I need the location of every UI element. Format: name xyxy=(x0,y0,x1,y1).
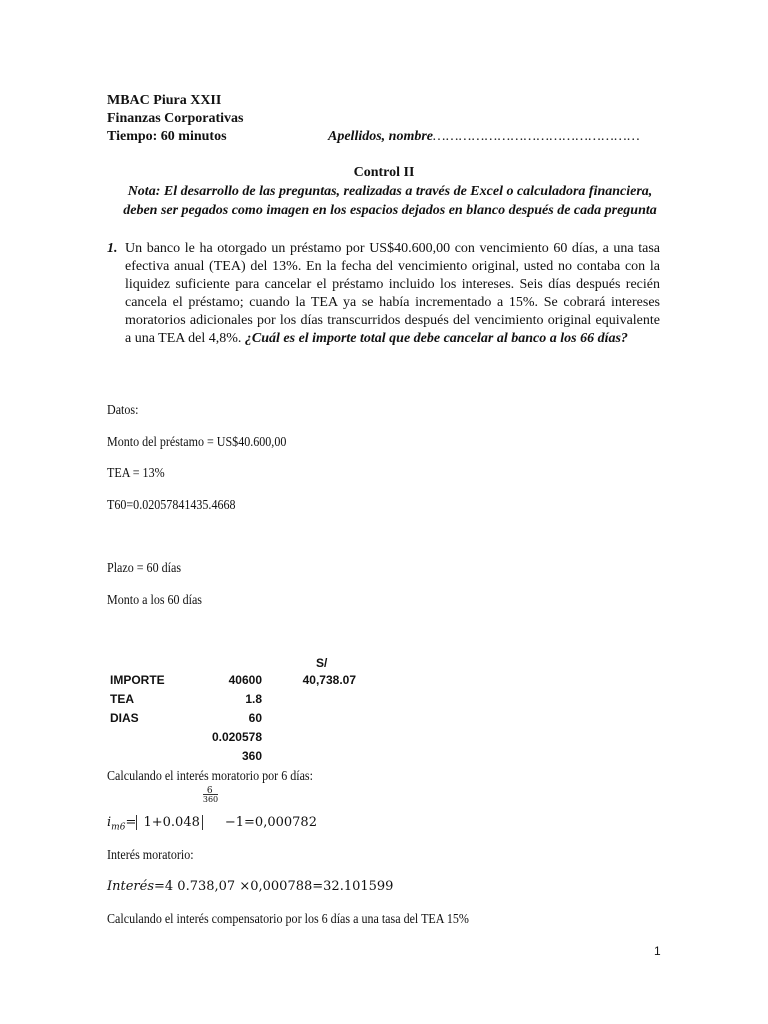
row-result xyxy=(264,747,358,766)
row-label: TEA xyxy=(110,691,134,706)
name-label: Apellidos, nombre xyxy=(328,129,434,144)
table-row xyxy=(108,747,358,766)
interest-formula xyxy=(107,879,393,896)
question-body: Un banco le ha otorgado un préstamo por US$40.600,00 con vencimiento 60 días, a una tasa efectiva anual (TEA) del 13%. En la fecha del vencimiento original, usted no contaba con la liquidez suficiente para cancelar el préstamo incluido los intereses. Seis días después recién cancela el préstamo; cuando la TEA ya se había incrementado a 15%. Se cobrará intereses moratorios adicionales por los días transcurridos después del vencimiento original equivalente a una TEA del 4,8%. xyxy=(125,241,660,346)
formula-exponent: 6 360 xyxy=(202,786,219,804)
formula-subscript: m6 xyxy=(111,822,126,833)
question-number: 1. xyxy=(107,241,118,256)
table-row xyxy=(108,671,358,690)
row-result xyxy=(264,690,358,709)
row-value: 60 xyxy=(248,710,262,725)
student-name-field xyxy=(328,128,640,146)
row-result: 40,738.07 xyxy=(302,672,356,687)
datos-label: Datos: xyxy=(107,403,139,418)
loan-amount: Monto del préstamo = US$40.600,00 xyxy=(107,435,287,450)
excel-currency-header: S/ xyxy=(316,656,328,670)
tea-value: TEA = 13% xyxy=(107,466,165,481)
formula-i: i xyxy=(107,815,112,830)
name-dots: ………………………………………… xyxy=(433,129,641,144)
amount-60-days: Monto a los 60 días xyxy=(107,593,202,608)
compensatory-heading: Calculando el interés compensatorio por los 6 días a una tasa del TEA 15% xyxy=(107,912,469,927)
row-value: 0.020578 xyxy=(211,729,262,744)
term-value: Plazo = 60 días xyxy=(107,561,182,576)
question-text xyxy=(125,240,660,348)
t60-value: T60=0.02057841435.4668 xyxy=(107,498,236,513)
course-name: Finanzas Corporativas xyxy=(107,111,244,126)
formula-base: 1+0.048 xyxy=(136,815,203,830)
page-number: 1 xyxy=(654,944,661,958)
row-label: DIAS xyxy=(110,710,139,725)
note-line-1: Nota: El desarrollo de las preguntas, realizadas a través de Excel o calculadora financiera, xyxy=(127,184,653,199)
table-row xyxy=(108,690,358,709)
page-title: Control II xyxy=(353,165,415,180)
interest-rhs: =4 0.738,07 ×0,000788=32.101599 xyxy=(154,879,394,894)
question-prompt: ¿Cuál es el importe total que debe cancelar al banco a los 66 días? xyxy=(244,331,628,346)
row-result xyxy=(264,709,358,728)
row-value: 40600 xyxy=(228,672,262,687)
exam-time: Tiempo: 60 minutos xyxy=(107,129,227,144)
row-label xyxy=(108,728,190,747)
row-value: 1.8 xyxy=(245,691,262,706)
moratorium-heading: Calculando el interés moratorio por 6 días: xyxy=(107,769,313,784)
table-row xyxy=(108,709,358,728)
row-label: IMPORTE xyxy=(110,672,165,687)
table-row xyxy=(108,728,358,747)
program-name: MBAC Piura XXII xyxy=(107,93,222,108)
row-label xyxy=(108,747,190,766)
excel-table xyxy=(108,671,358,766)
interest-lhs: Interés xyxy=(107,879,155,894)
note-line-2: deben ser pegados como imagen en los espacios dejados en blanco después de cada pregunta xyxy=(123,203,657,218)
moratorium-formula: $i_{m6}= 1+0.048$ 6 360 −1=0,000782 xyxy=(107,786,317,833)
interest-label: Interés moratorio: xyxy=(107,848,194,863)
row-result xyxy=(264,728,358,747)
row-value: 360 xyxy=(241,748,262,763)
